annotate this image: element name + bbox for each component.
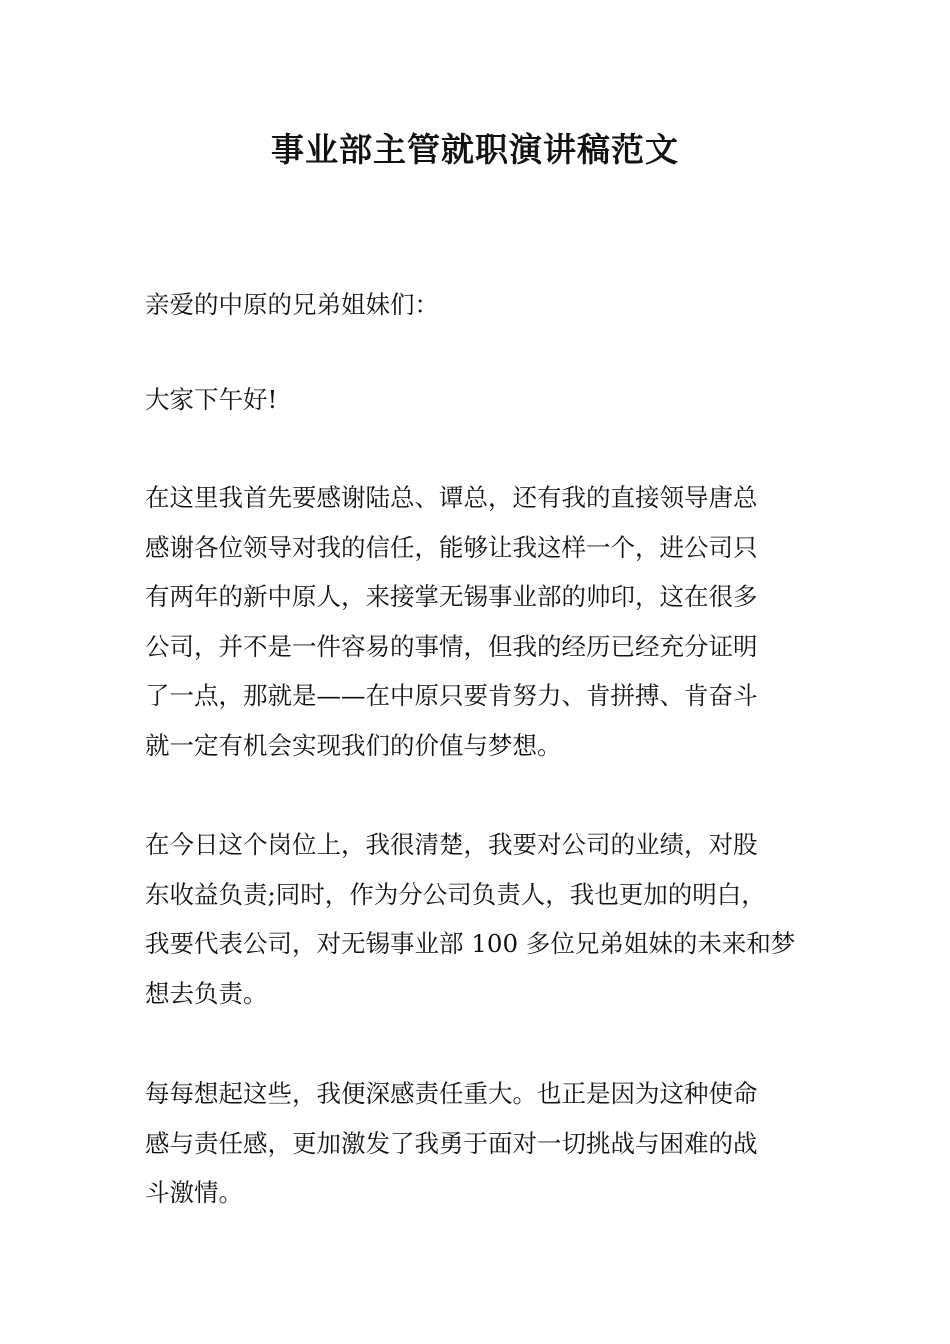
paragraph-line: 公司，并不是一件容易的事情，但我的经历已经充分证明	[145, 631, 758, 661]
paragraph-line: 我要代表公司，对无锡事业部 100 多位兄弟姐妹的未来和梦	[145, 929, 796, 958]
paragraph-2	[145, 820, 810, 1018]
greeting-text: 亲爱的中原的兄弟姐妹们：	[145, 290, 439, 319]
paragraph-line: 感谢各位领导对我的信任，能够让我这样一个，进公司只	[145, 532, 758, 562]
paragraph-line: 感与责任感，更加激发了我勇于面对一切挑战与困难的战	[145, 1128, 758, 1158]
paragraph-line: 想去负责。	[145, 978, 268, 1008]
paragraph-1	[145, 473, 810, 770]
hello-text: 大家下午好!	[145, 385, 278, 414]
hello-line	[145, 375, 810, 425]
paragraph-line: 在今日这个岗位上，我很清楚，我要对公司的业绩，对股	[145, 830, 758, 859]
paragraph-line: 就一定有机会实现我们的价值与梦想。	[145, 730, 562, 760]
paragraph-line: 每每想起这些，我便深感责任重大。也正是因为这种使命	[145, 1079, 758, 1108]
paragraph-line: 有两年的新中原人，来接掌无锡事业部的帅印，这在很多	[145, 582, 758, 611]
paragraph-line: 斗激情。	[145, 1178, 243, 1207]
paragraph-line: 东收益负责;同时，作为分公司负责人，我也更加的明白，	[145, 879, 766, 909]
document-title: 事业部主管就职演讲稿范文	[271, 130, 679, 169]
paragraph-line: 了一点，那就是——在中原只要肯努力、肯拼搏、肯奋斗	[145, 681, 758, 710]
paragraph-line: 在这里我首先要感谢陆总、谭总，还有我的直接领导唐总	[145, 483, 758, 512]
paragraph-3	[145, 1069, 810, 1218]
greeting-line	[145, 280, 810, 330]
